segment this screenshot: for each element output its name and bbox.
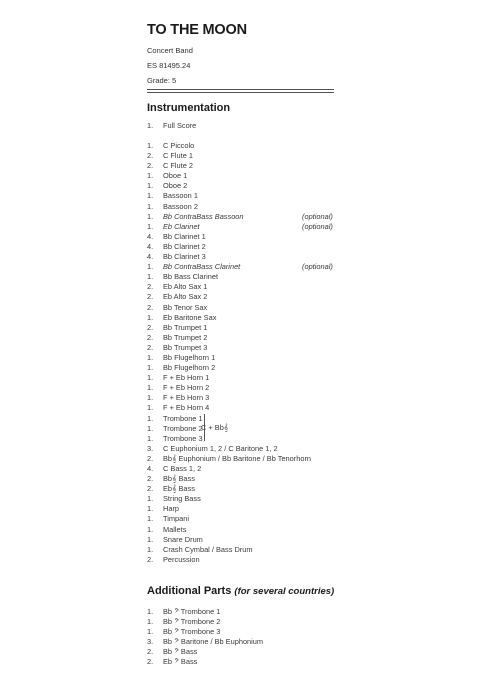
part-name: Full Score — [163, 121, 197, 130]
additional-parts-title: Additional Parts — [147, 585, 232, 597]
ensemble-label: Concert Band — [147, 46, 193, 55]
part-count: 2. — [147, 453, 154, 463]
divider-top — [147, 89, 334, 90]
part-count: 1. — [147, 191, 154, 201]
list-item — [147, 474, 347, 484]
optional-note: (optional) — [302, 211, 333, 221]
list-item — [147, 242, 347, 252]
part-count: 2. — [147, 282, 154, 292]
part-name: F + Eb Horn 4 — [163, 403, 210, 413]
list-item — [147, 303, 347, 313]
part-name: Bb Trumpet 1 — [163, 322, 208, 332]
part-count: 1. — [147, 211, 154, 221]
part-name: Bb𝄞 Euphonium / Bb Baritone / Bb Tenorhorn — [163, 453, 312, 463]
part-count: 2. — [147, 554, 154, 564]
part-count: 1. — [147, 534, 154, 544]
list-item — [147, 282, 347, 292]
score-list — [147, 121, 347, 131]
grade-label: Grade: 5 — [147, 76, 177, 85]
part-name: Bb ContraBass Bassoon — [163, 211, 244, 221]
part-name: C Bass 1, 2 — [163, 464, 202, 473]
part-count: 4. — [147, 231, 154, 241]
part-count: 1. — [147, 413, 154, 423]
list-item — [147, 464, 347, 474]
part-count: 1. — [147, 494, 154, 504]
list-item — [147, 555, 347, 565]
part-count: 1. — [147, 121, 154, 130]
part-count: 1. — [147, 181, 154, 191]
part-count: 2. — [147, 474, 154, 484]
part-name: C Piccolo — [163, 141, 195, 150]
list-item — [147, 343, 347, 353]
part-count: 4. — [147, 252, 154, 262]
additional-parts-subtitle: (for several countries) — [234, 586, 335, 597]
part-name: Percussion — [163, 554, 200, 564]
part-name: Eb Clarinet — [163, 221, 200, 231]
part-name: String Bass — [163, 494, 201, 504]
list-item — [147, 151, 347, 161]
part-count: 2. — [147, 292, 154, 302]
list-item — [147, 313, 347, 323]
part-name: Bb Clarinet 1 — [163, 231, 206, 241]
part-count: 3. — [147, 443, 154, 453]
part-name: Bb Flugelhorn 1 — [163, 352, 216, 362]
part-name: Oboe 1 — [163, 171, 188, 181]
part-count: 1. — [147, 433, 154, 443]
additional-parts-heading — [147, 585, 334, 597]
optional-note: (optional) — [302, 262, 333, 272]
part-name: Bassoon 2 — [163, 201, 198, 211]
part-count: 1. — [147, 272, 154, 282]
list-item — [147, 373, 347, 383]
list-item — [147, 637, 347, 647]
part-count: 2. — [147, 332, 154, 342]
part-name: C Euphonium 1, 2 / C Baritone 1, 2 — [163, 443, 278, 453]
list-item — [147, 525, 347, 535]
part-count: 1. — [147, 373, 154, 383]
trombone-brace — [204, 414, 205, 441]
part-count: 1. — [147, 383, 154, 393]
list-item — [147, 657, 347, 667]
additional-parts-list — [147, 607, 347, 668]
list-item — [147, 292, 347, 302]
part-name: Bb Trumpet 3 — [163, 342, 208, 352]
list-item — [147, 514, 347, 524]
part-name: Bb 𝄢 Trombone 3 — [163, 627, 221, 637]
part-count: 1. — [147, 201, 154, 211]
part-count: 4. — [147, 464, 154, 473]
list-item — [147, 617, 347, 627]
part-name: Bb Clarinet 3 — [163, 252, 206, 262]
part-name: Eb Alto Sax 2 — [163, 292, 208, 302]
list-item — [147, 171, 347, 181]
part-name: F + Eb Horn 3 — [163, 393, 210, 403]
part-name: Bb Bass Clarinet — [163, 272, 219, 282]
part-name: C Flute 2 — [163, 161, 193, 171]
list-item — [147, 262, 347, 272]
part-count: 2. — [147, 302, 154, 312]
part-name: Bb Tenor Sax — [163, 302, 208, 312]
part-count: 1. — [147, 607, 154, 616]
list-item — [147, 333, 347, 343]
list-item — [147, 212, 347, 222]
part-count: 2. — [147, 151, 154, 161]
part-count: 1. — [147, 221, 154, 231]
part-count: 1. — [147, 262, 154, 272]
part-name: Eb 𝄢 Bass — [163, 657, 198, 667]
part-name: F + Eb Horn 1 — [163, 373, 210, 383]
list-item — [147, 535, 347, 545]
part-count: 4. — [147, 241, 154, 251]
list-item — [147, 627, 347, 637]
part-name: Bb 𝄢 Trombone 1 — [163, 607, 221, 616]
part-name: Bb Clarinet 2 — [163, 241, 206, 251]
list-item — [147, 161, 347, 171]
list-item — [147, 222, 347, 232]
trombone-brace-label: C + Bb𝄞 — [201, 423, 229, 432]
part-count: 2. — [147, 322, 154, 332]
list-item — [147, 272, 347, 282]
part-count: 1. — [147, 524, 154, 534]
list-item — [147, 545, 347, 555]
list-item — [147, 202, 347, 212]
list-item — [147, 444, 347, 454]
part-count: 2. — [147, 484, 154, 494]
list-item — [147, 424, 347, 434]
catalog-number: ES 81495.24 — [147, 61, 191, 70]
piece-title: TO THE MOON — [147, 22, 247, 38]
instrumentation-list — [147, 141, 347, 565]
part-name: Trombone 1 — [163, 413, 203, 423]
part-name: Bb ContraBass Clarinet — [163, 262, 241, 272]
part-name: Bb Trumpet 2 — [163, 332, 208, 342]
list-item — [147, 383, 347, 393]
part-name: Snare Drum — [163, 534, 203, 544]
list-item — [147, 363, 347, 373]
part-count: 1. — [147, 312, 154, 322]
list-item — [147, 232, 347, 242]
part-name: Crash Cymbal / Bass Drum — [163, 544, 253, 554]
list-item — [147, 121, 347, 131]
part-name: C Flute 1 — [163, 151, 193, 161]
part-name: Eb𝄞 Bass — [163, 484, 195, 494]
part-count: 1. — [147, 403, 154, 413]
list-item — [147, 252, 347, 262]
part-count: 1. — [147, 352, 154, 362]
part-name: Bb 𝄢 Bass — [163, 647, 198, 657]
part-name: Eb Baritone Sax — [163, 312, 217, 322]
part-count: 1. — [147, 617, 154, 627]
part-name: Harp — [163, 504, 180, 514]
part-name: Bb𝄞 Bass — [163, 474, 195, 484]
part-name: Bb 𝄢 Trombone 2 — [163, 617, 221, 627]
part-count: 1. — [147, 363, 154, 373]
list-item — [147, 323, 347, 333]
part-count: 1. — [147, 393, 154, 403]
list-item — [147, 191, 347, 201]
part-count: 1. — [147, 171, 154, 181]
list-item — [147, 434, 347, 444]
part-count: 1. — [147, 544, 154, 554]
part-count: 1. — [147, 141, 154, 150]
part-name: Eb Alto Sax 1 — [163, 282, 208, 292]
part-count: 2. — [147, 161, 154, 171]
list-item — [147, 181, 347, 191]
list-item — [147, 414, 347, 424]
list-item — [147, 607, 347, 617]
list-item — [147, 647, 347, 657]
list-item — [147, 403, 347, 413]
list-item — [147, 141, 347, 151]
part-name: F + Eb Horn 2 — [163, 383, 210, 393]
list-item — [147, 454, 347, 464]
list-item — [147, 504, 347, 514]
part-count: 1. — [147, 504, 154, 514]
part-count: 2. — [147, 647, 154, 657]
list-item — [147, 494, 347, 504]
part-name: Mallets — [163, 524, 187, 534]
part-name: Oboe 2 — [163, 181, 188, 191]
part-count: 1. — [147, 423, 154, 433]
part-count: 2. — [147, 342, 154, 352]
part-count: 1. — [147, 514, 154, 524]
part-name: Bassoon 1 — [163, 191, 198, 201]
divider-bottom — [147, 92, 334, 93]
part-name: Trombone 2 — [163, 423, 203, 433]
list-item — [147, 353, 347, 363]
part-count: 1. — [147, 627, 154, 637]
part-name: Bb 𝄢 Baritone / Bb Euphonium — [163, 637, 264, 647]
list-item — [147, 393, 347, 403]
part-name: Timpani — [163, 514, 190, 524]
instrumentation-heading: Instrumentation — [147, 102, 231, 114]
part-name: Bb Flugelhorn 2 — [163, 363, 216, 373]
part-count: 2. — [147, 657, 154, 667]
part-count: 3. — [147, 637, 154, 647]
part-name: Trombone 3 — [163, 433, 203, 443]
optional-note: (optional) — [302, 221, 333, 231]
list-item — [147, 484, 347, 494]
